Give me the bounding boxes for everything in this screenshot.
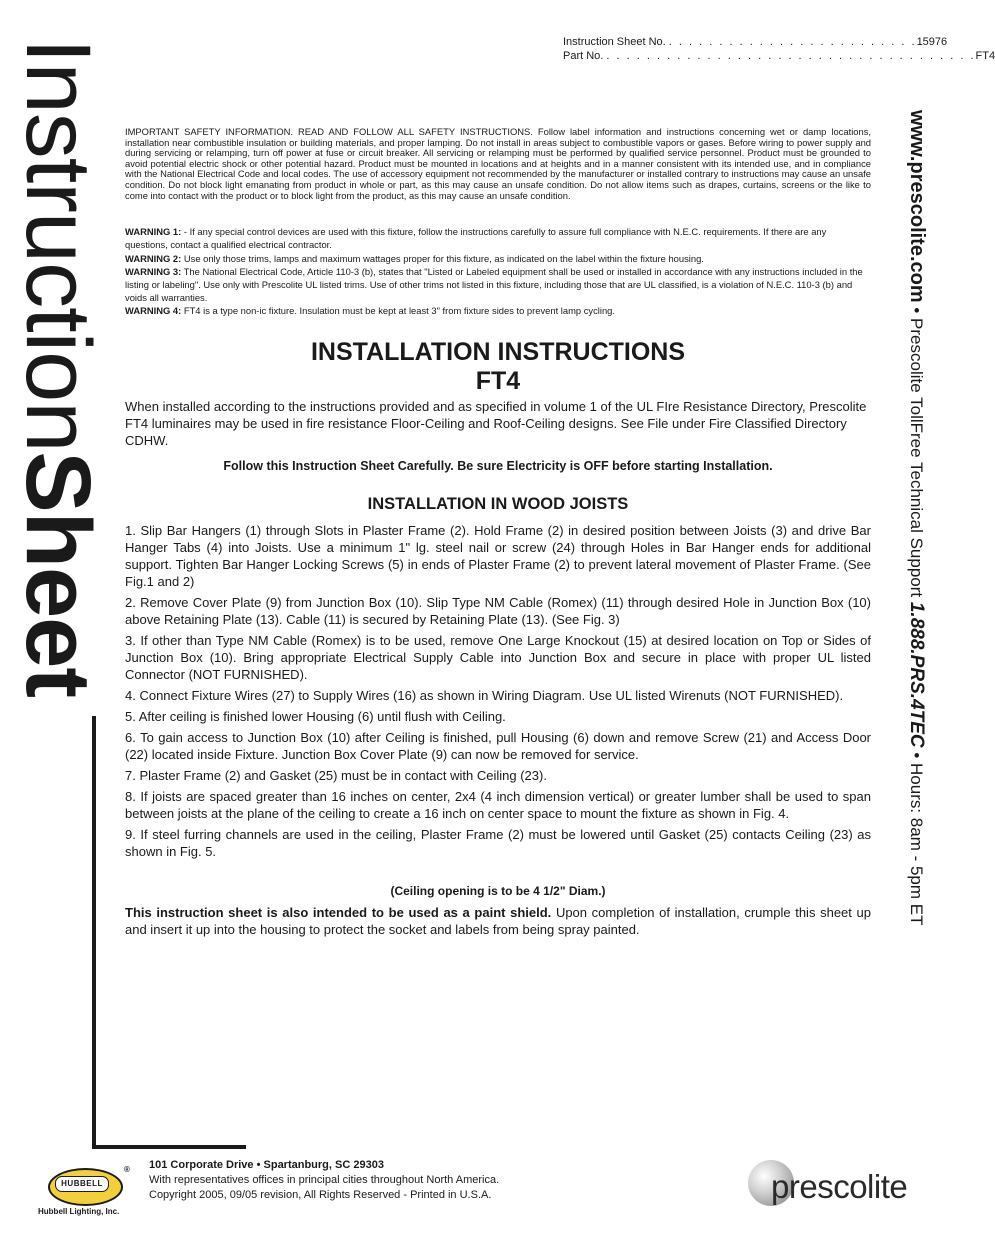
sheet-number-value: 15976 — [916, 36, 948, 48]
step-item: 9. If steel furring channels are used in the ceiling, Plaster Frame (2) must be lowered until Gasket (25) contacts Ceiling (23) as shown in Fig. 5. — [125, 826, 871, 859]
side-title-light: Instruction — [7, 38, 109, 452]
warning-label: WARNING 1: — [125, 226, 182, 238]
follow-note: Follow this Instruction Sheet Carefully. Be sure Electricity is OFF before starting Installation. — [223, 458, 773, 473]
sheet-number-label: Instruction Sheet No. — [563, 36, 666, 48]
side-title — [7, 30, 109, 730]
page-title-line1: INSTALLATION INSTRUCTIONS — [310, 337, 686, 366]
page-title-line2: FT4 — [475, 366, 521, 395]
warning-text: The National Electrical Code, Article 110-3 (b), states that "Listed or Labeled equipment shall be used or installed in accordance with any instructions included in the listing or labeling". Use only with Prescolite UL listed trims. Use of other trims not listed in this fixture, including those that are UL classified, is a violation of N.E.C. 110-3 (b) and voids all warranties. — [125, 265, 863, 304]
left-rule-vertical — [92, 716, 96, 1148]
page-title — [125, 338, 871, 396]
ceiling-opening-note: (Ceiling opening is to be 4 1/2" Diam.) — [390, 883, 606, 898]
sheet-number-leader: . . . . . . . . . . . . . . . . . . . . . . . . . — [668, 36, 917, 48]
warnings-block — [125, 225, 871, 317]
warning-item — [125, 304, 871, 317]
warning-label: WARNING 2: — [125, 252, 182, 264]
footer-info — [149, 1158, 499, 1203]
footer-address: 101 Corporate Drive • Spartanburg, SC 29303 — [149, 1159, 384, 1171]
footer-copyright: Copyright 2005, 09/05 revision, All Rights Reserved - Printed in U.S.A. — [149, 1189, 492, 1201]
part-number-label: Part No. — [563, 50, 604, 62]
side-title-bold: Sheet — [7, 451, 109, 697]
steps-list — [125, 522, 871, 860]
warning-item — [125, 265, 871, 305]
warning-item — [125, 225, 871, 251]
warning-text: Use only those trims, lamps and maximum wattages proper for this fixture, as indicated on the label within the fixture housing. — [181, 252, 704, 264]
warning-label: WARNING 3: — [125, 265, 182, 277]
paint-shield-text: Upon completion of installation, crumple this sheet up and insert it up into the housing to protect the socket and labels from being spray painted. — [125, 904, 871, 937]
part-number-value: FT4 — [975, 50, 995, 62]
support-phone: 1.888.PRS.4TEC — [906, 601, 927, 748]
paint-shield-bold: This instruction sheet is also intended to be used as a paint shield. — [125, 904, 552, 920]
warning-text: - If any special control devices are used with this fixture, follow the instructions carefully to assure full compliance with N.E.C. requirements. If there are any questions, contact a qualified electrical contractor. — [125, 226, 827, 251]
sheet-number-row — [563, 35, 948, 49]
left-rule-horizontal — [92, 1145, 246, 1149]
step-item: 4. Connect Fixture Wires (27) to Supply Wires (16) as shown in Wiring Diagram. Use UL listed Wirenuts (NOT FURNISHED). — [125, 687, 844, 703]
registered-mark: ® — [124, 1165, 130, 1174]
website-link[interactable]: www.prescolite.com — [906, 110, 928, 303]
part-number-row — [563, 49, 995, 63]
safety-information: IMPORTANT SAFETY INFORMATION. READ AND FOLLOW ALL SAFETY INSTRUCTIONS. Follow label information and instructions concerning wet or damp locations, installation near combustible insulation or building materials, and proper lamping. Do not install in areas subject to combustible vapors or gases. Before wiring to power supply and during servicing or relamping, turn off power at fuse or circuit breaker. All servicing or relamping must be performed by qualified service personnel. Product must be grounded to avoid potential electric shock or other potential hazard. Product must be mounted in locations and at heights and in a manner consistent with its intended use, and in compliance with the National Electrical Code and local codes. The use of accessory equipment not recommended by the manufacturer or installed contrary to instructions may cause an unsafe condition. Do not block light emanating from product in whole or part, as this may cause an unsafe condition. Do not allow items such as drapes, curtains, screens or the like to come into contact with the product or to block light from the product, as this may cause an unsafe condition. — [125, 126, 871, 201]
step-item: 7. Plaster Frame (2) and Gasket (25) must be in contact with Ceiling (23). — [125, 767, 547, 783]
step-item: 5. After ceiling is finished lower Housing (6) until flush with Ceiling. — [125, 708, 506, 724]
prescolite-logo — [745, 1158, 925, 1218]
step-item: 2. Remove Cover Plate (9) from Junction Box (10). Slip Type NM Cable (Romex) (11) through desired Hole in Junction Box (10) above Retaining Plate (13). Cable (11) is secured by Retaining Plate (13). (See Fig. 3) — [125, 594, 871, 627]
sheet-info — [563, 35, 995, 63]
prescolite-wordmark: prescolite — [771, 1168, 908, 1205]
section-title: INSTALLATION IN WOOD JOISTS — [367, 494, 629, 513]
step-item: 6. To gain access to Junction Box (10) after Ceiling is finished, pull Housing (6) down and remove Screw (21) and Access Door (22) located inside Fixture. Junction Box Cover Plate (9) can now be removed for service. — [125, 729, 871, 762]
hubbell-logo-wordmark: HUBBELL — [55, 1176, 109, 1192]
step-item: 1. Slip Bar Hangers (1) through Slots in Plaster Frame (2). Hold Frame (2) in desired position between Joists (3) and drive Bar Hanger Tabs (4) into Joists. Use a minimum 1" lg. steel nail or screw (24) through Holes in Bar Hanger ends for additional support. Tighten Bar Hanger Locking Screws (5) in ends of Plaster Frame (2) to prevent lateral movement of Plaster Frame. (See Fig.1 and 2) — [125, 522, 871, 589]
side-title-text — [7, 38, 109, 697]
warning-text: FT4 is a type non-ic fixture. Insulation must be kept at least 3" from fixture sides to prevent lamp cycling. — [181, 305, 615, 317]
hubbell-logo — [38, 1165, 138, 1217]
intro-paragraph: When installed according to the instructions provided and as specified in volume 1 of the UL FIre Resistance Directory, Prescolite FT4 luminaires may be used in fire resistance Floor-Ceiling and Roof-Ceiling designs. See File under Fire Classified Directory CDHW. — [125, 398, 867, 448]
side-contact-strip — [895, 110, 935, 1140]
step-item: 3. If other than Type NM Cable (Romex) is to be used, remove One Large Knockout (15) at desired location on Top or Sides of Junction Box (10). Bring appropriate Electrical Supply Cable into Junction Box and secure in place with proper UL listed Connector (NOT FURNISHED). — [125, 632, 871, 682]
step-item: 8. If joists are spaced greater than 16 inches on center, 2x4 (4 inch dimension vertical) or greater lumber shall be used to span between joists at the plane of the ceiling to create a 16 inch on center space to mount the fixture as shown in Fig. 4. — [125, 788, 871, 821]
support-label: • Prescolite TollFree Technical Support — [907, 302, 926, 602]
footer-representatives: With representatives offices in principal cities throughout North America. — [149, 1174, 500, 1186]
hubbell-caption: Hubbell Lighting, Inc. — [38, 1207, 120, 1216]
support-hours: • Hours: 8am - 5pm ET — [907, 747, 926, 926]
main-content — [125, 127, 871, 938]
side-contact-text — [904, 110, 929, 926]
paint-shield-note — [125, 904, 871, 938]
warning-label: WARNING 4: — [125, 305, 182, 317]
warning-item — [125, 252, 871, 265]
part-number-leader: . . . . . . . . . . . . . . . . . . . . . . . . . . . . . . . . . . . . . — [606, 50, 976, 62]
